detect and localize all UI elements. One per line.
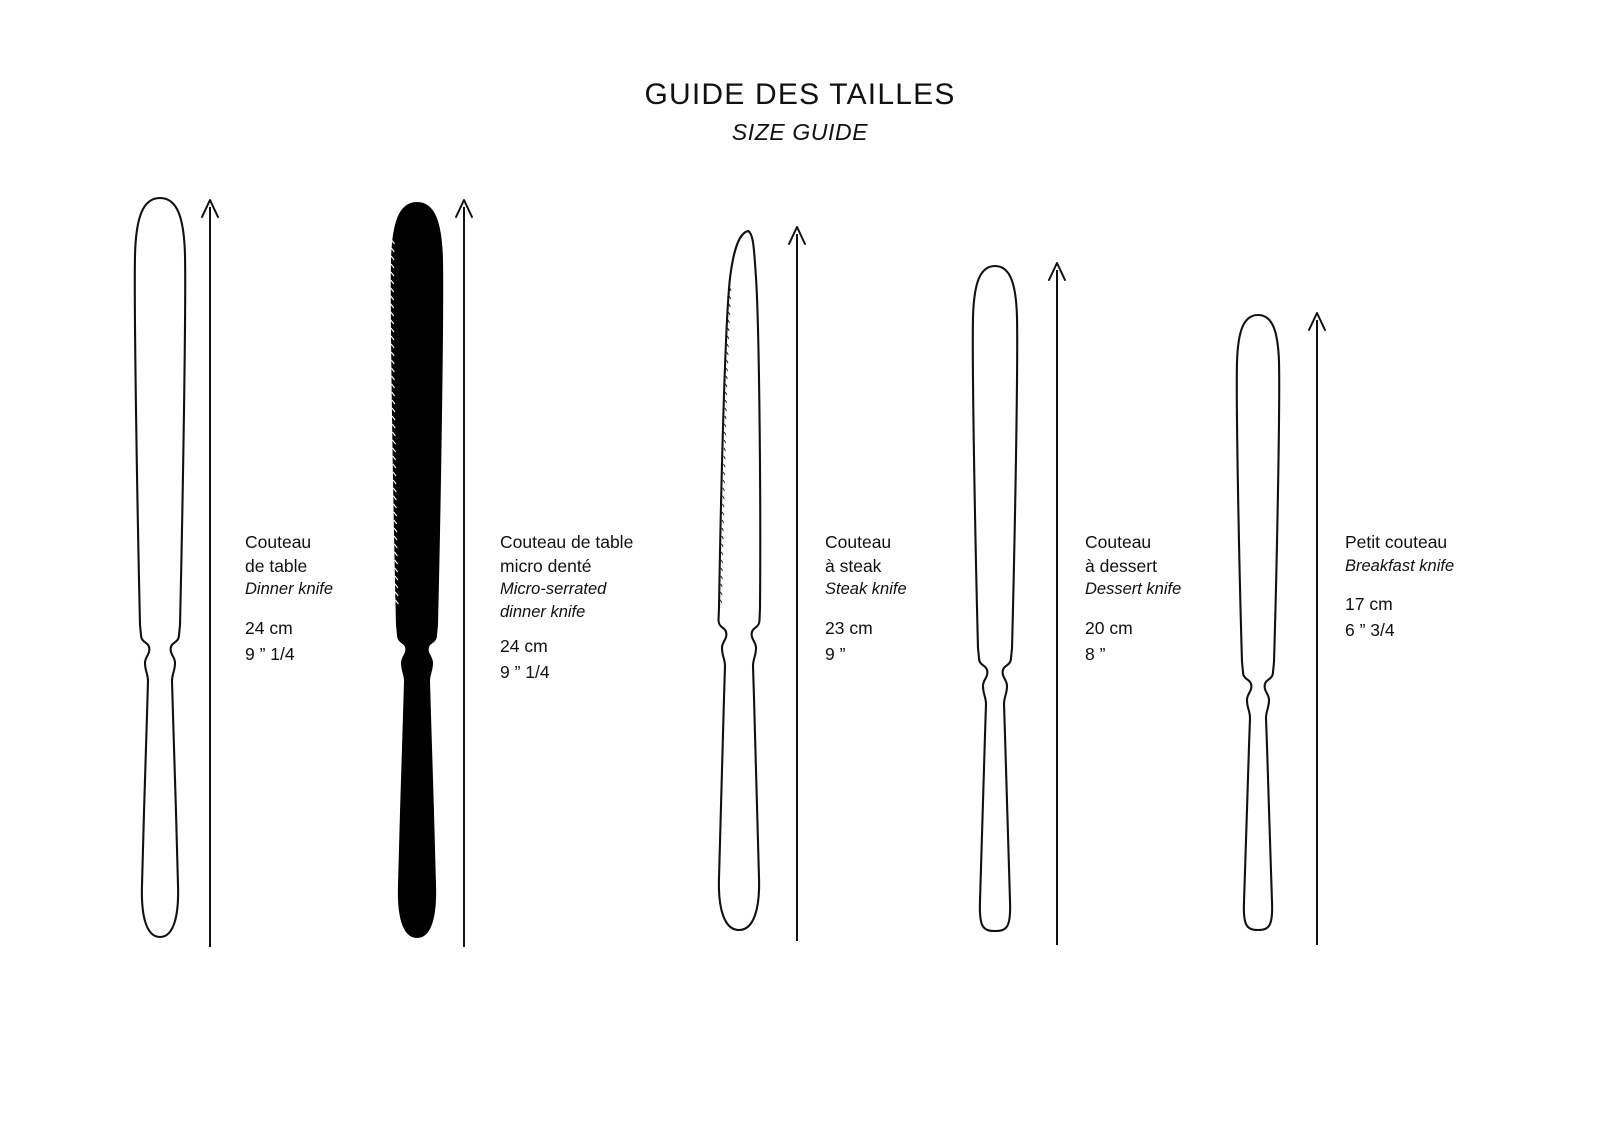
knife-illustration-dinner-knife	[115, 195, 205, 950]
knife-name-en: Breakfast knife	[1345, 556, 1455, 575]
knife-size-metric: 24 cm	[245, 617, 293, 638]
knife-size-imperial: 9 ” 1/4	[500, 662, 550, 683]
knife-size-metric: 20 cm	[1085, 617, 1133, 638]
knife-size-imperial: 8 ”	[1085, 643, 1106, 664]
knife-name-en: Steak knife	[825, 580, 907, 599]
knife-size-metric: 24 cm	[500, 635, 548, 656]
knife-name-fr-line2: de table	[245, 555, 308, 576]
dimension-arrow-breakfast-knife	[1305, 308, 1329, 953]
knife-name-fr-line1: Couteau	[245, 532, 312, 552]
caption-micro-serrated-dinner-knife	[500, 531, 633, 685]
caption-breakfast-knife	[1345, 531, 1454, 643]
caption-dessert-knife	[1085, 531, 1181, 667]
knife-name-fr-line2: à dessert	[1085, 555, 1157, 576]
knife-size-imperial: 9 ”	[825, 643, 846, 664]
knife-name-en: Dessert knife	[1085, 580, 1182, 599]
knife-name-en-line1: Micro-serrated	[500, 580, 607, 599]
knife-size-metric: 23 cm	[825, 617, 873, 638]
knife-size-imperial: 6 ” 3/4	[1345, 620, 1395, 641]
dimension-arrow-steak-knife	[785, 222, 809, 949]
dimension-arrow-dinner-knife	[198, 195, 222, 955]
knife-illustration-steak-knife	[700, 228, 780, 943]
dimension-arrow-dessert-knife	[1045, 258, 1069, 953]
page-title: GUIDE DES TAILLES	[644, 78, 956, 111]
knife-size-imperial: 9 ” 1/4	[245, 643, 295, 664]
knife-name-fr-line2: micro denté	[500, 555, 592, 576]
knife-name-fr-line2: à steak	[825, 555, 882, 576]
knife-size-metric: 17 cm	[1345, 593, 1393, 614]
knife-name-en: Dinner knife	[245, 580, 334, 599]
caption-steak-knife	[825, 531, 907, 667]
caption-dinner-knife	[245, 531, 333, 667]
knife-illustration-dessert-knife	[955, 263, 1035, 943]
page-subtitle: SIZE GUIDE	[731, 119, 869, 145]
knife-name-fr-line1: Couteau de table	[500, 532, 634, 552]
knife-name-fr-line1: Petit couteau	[1345, 532, 1448, 552]
knife-name-en-line2: dinner knife	[500, 602, 586, 621]
knife-illustration-breakfast-knife	[1218, 312, 1298, 942]
knife-name-fr-line1: Couteau	[1085, 532, 1152, 552]
title-block	[0, 78, 1600, 146]
knife-name-fr-line1: Couteau	[825, 532, 892, 552]
knife-illustration-micro-serrated-dinner-knife	[372, 200, 462, 950]
dimension-arrow-micro-serrated-dinner-knife	[452, 195, 476, 955]
